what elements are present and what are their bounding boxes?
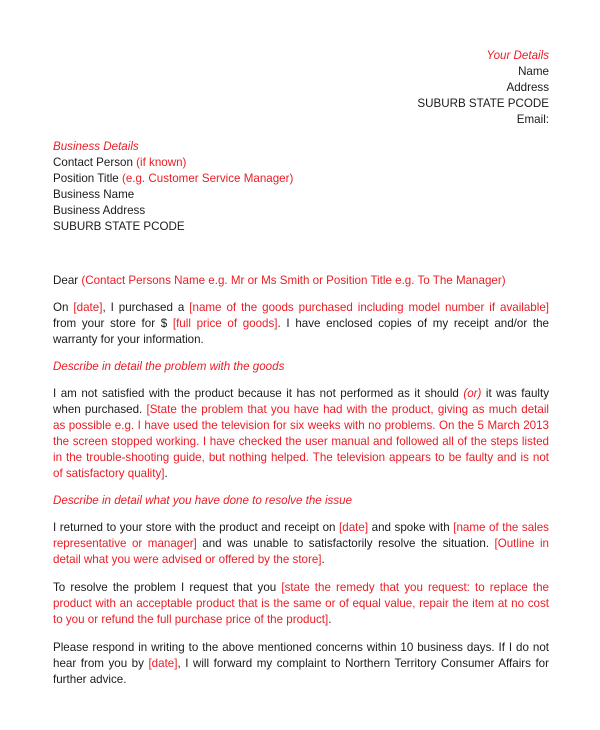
your-address-line: Address: [506, 81, 549, 94]
remedy-paragraph: [53, 580, 549, 628]
placeholder-text: [name of the sales representative or manager]: [53, 521, 549, 550]
letter-text: and was unable to satisfactorily resolve the situation.: [196, 537, 495, 550]
your-suburb-line: SUBURB STATE PCODE: [417, 97, 549, 110]
placeholder-text: [State the problem that you have had with the product, giving as much detail as possible e.g. I have used the television for six weeks with no problems. On the 5 March 2013 the screen stopped working. I have checked the user manual and followed all of the steps listed in the trouble-shooting guide, but nothing helped. The television appears to be faulty and is not of satisfactory quality]: [53, 403, 549, 480]
placeholder-text: (e.g. Customer Service Manager): [121, 172, 294, 185]
letter-text: .: [164, 467, 168, 480]
placeholder-text: Describe in detail what you have done to resolve the issue: [53, 494, 353, 507]
letter-text: . I have enclosed copies of my receipt and/or the warranty for your information.: [53, 317, 549, 346]
letter-text: Dear: [53, 274, 82, 287]
response-request-paragraph: [53, 640, 549, 688]
resolve-heading: [53, 493, 549, 509]
letter-text: To resolve the problem I request that you: [53, 581, 282, 594]
placeholder-text: [date]: [73, 301, 103, 314]
letter-text: Please respond in writing to the above mentioned concerns within 10 business days. If I do not hear from you by: [53, 641, 549, 670]
letter-text: Business Address: [53, 204, 146, 217]
letter-text: , I will forward my complaint to Northern Territory Consumer Affairs for further advice.: [53, 657, 549, 686]
placeholder-text: Describe in detail the problem with the goods: [53, 360, 285, 373]
your-details-block: [53, 48, 549, 128]
letter-text: .: [328, 613, 332, 626]
business-detail-line: [53, 203, 549, 219]
business-details-block: [53, 139, 549, 235]
placeholder-text: [date]: [148, 657, 178, 670]
business-detail-line: [53, 171, 549, 187]
placeholder-text: [full price of goods]: [172, 317, 278, 330]
salutation: [53, 273, 549, 289]
letter-text: SUBURB STATE PCODE: [53, 220, 185, 233]
letter-text: from your store for $: [53, 317, 173, 330]
letter-text: Contact Person: [53, 156, 137, 169]
your-name-line: Name: [518, 65, 549, 78]
business-details-heading: Business Details: [53, 140, 139, 153]
placeholder-text: (if known): [136, 156, 187, 169]
your-email-line: Email:: [516, 113, 549, 126]
placeholder-text: [state the remedy that you request: to replace the product with an acceptable product that is the same or of equal value, repair the item at no cost to you or refund the full purchase price of the product]: [53, 581, 550, 626]
problem-paragraph: [53, 386, 549, 482]
letter-text: Position Title: [53, 172, 122, 185]
letter-text: Business Name: [53, 188, 135, 201]
your-details-heading: Your Details: [486, 49, 549, 62]
business-detail-line: [53, 155, 549, 171]
store-visit-paragraph: [53, 520, 549, 568]
placeholder-text: [name of the goods purchased including model number if available]: [189, 301, 550, 314]
letter-text: , I purchased a: [102, 301, 190, 314]
business-detail-line: [53, 219, 549, 235]
letter-text: On: [53, 301, 74, 314]
letter-text: it was faulty when purchased.: [53, 387, 549, 416]
letter-text: I returned to your store with the product and receipt on: [53, 521, 340, 534]
placeholder-text: (Contact Persons Name e.g. Mr or Ms Smith or Position Title e.g. To The Manager): [81, 274, 506, 287]
problem-heading: [53, 359, 549, 375]
letter-text: I am not satisfied with the product because it has not performed as it should: [53, 387, 464, 400]
placeholder-text: [date]: [339, 521, 369, 534]
placeholder-text: [Outline in detail what you were advised or offered by the store]: [53, 537, 549, 566]
letter-text: .: [321, 553, 325, 566]
placeholder-text: (or): [463, 387, 482, 400]
purchase-paragraph: [53, 300, 549, 348]
business-detail-line: [53, 187, 549, 203]
letter-text: and spoke with: [368, 521, 454, 534]
